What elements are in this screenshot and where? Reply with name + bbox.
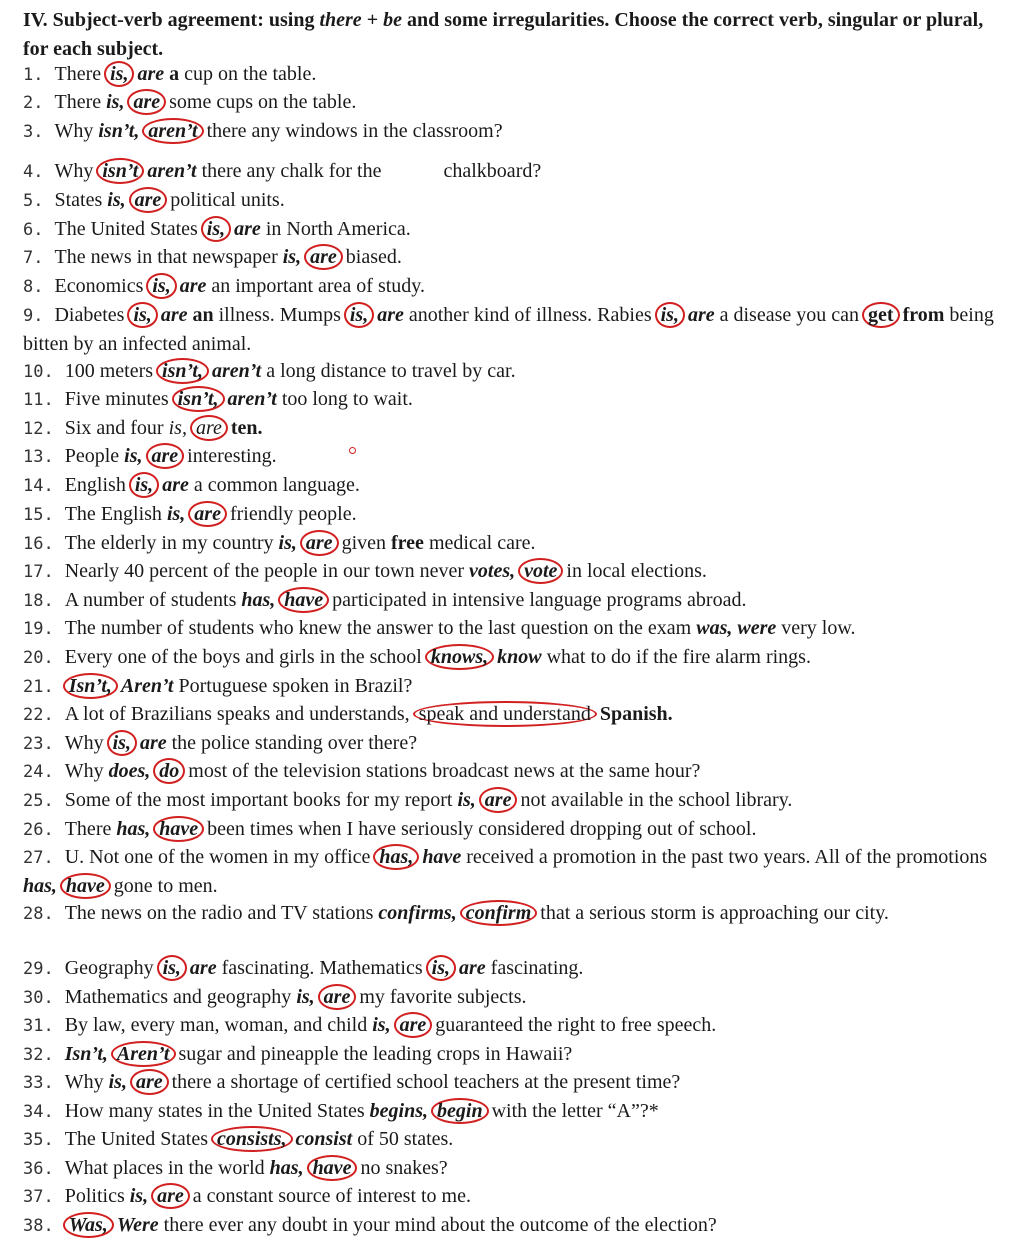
- item-text: fascinating. Mathematics: [216, 957, 428, 979]
- item-text: been times when I have seriously considered dropping out of school.: [202, 818, 757, 840]
- verb-option: are: [458, 957, 486, 979]
- item-text: in North America.: [260, 218, 411, 240]
- verb-option: isn’t,: [98, 120, 140, 142]
- verb-option: is,: [108, 1071, 127, 1093]
- circled-answer: begin: [431, 1098, 489, 1124]
- verb-option: is,: [372, 1014, 391, 1036]
- circled-answer: have: [60, 873, 111, 899]
- item-number: 31.: [23, 1016, 54, 1036]
- item-text: that a serious storm is approaching our city.: [535, 902, 889, 924]
- exercise-item: [23, 414, 1013, 443]
- verb-option: is,: [124, 445, 143, 467]
- item-text: received a promotion in the past two years. All of the promotions: [461, 846, 988, 868]
- item-text: there a shortage of certified school teachers at the present time?: [166, 1071, 681, 1093]
- verb-option: are: [160, 304, 188, 326]
- circled-answer: speak and understand: [413, 701, 597, 727]
- item-number: 28.: [23, 904, 54, 924]
- exercise-item: [23, 500, 1013, 529]
- verb-option: is,: [106, 91, 125, 113]
- circled-answer: is,: [344, 302, 374, 328]
- circled-answer: is,: [655, 302, 685, 328]
- item-text: the police standing over there?: [166, 732, 418, 754]
- verb-option: have: [422, 846, 462, 868]
- item-number: 8.: [23, 277, 44, 297]
- item-text: ten.: [230, 417, 263, 439]
- item-number: 20.: [23, 648, 54, 668]
- exercise-item: [23, 757, 1013, 786]
- item-number: 16.: [23, 534, 54, 554]
- exercise-item: [23, 1097, 1013, 1126]
- exercise-item: [23, 1011, 1013, 1040]
- item-text: given: [336, 532, 391, 554]
- item-text: an: [187, 304, 214, 326]
- item-number: 17.: [23, 562, 54, 582]
- item-text: in local elections.: [561, 560, 707, 582]
- item-text: Six and four: [64, 417, 169, 439]
- item-number: 7.: [23, 248, 44, 268]
- item-number: 9.: [23, 306, 44, 326]
- circled-answer: are: [129, 187, 168, 213]
- circled-answer: are: [146, 443, 185, 469]
- circled-answer: are: [151, 1183, 190, 1209]
- item-number: 34.: [23, 1102, 54, 1122]
- circled-answer: knows,: [425, 644, 494, 670]
- item-text: medical care.: [423, 532, 536, 554]
- verb-option: are: [137, 63, 165, 85]
- item-number: 21.: [23, 677, 54, 697]
- item-number: 30.: [23, 988, 54, 1008]
- exercise-item: [23, 272, 1013, 301]
- verb-option: has,: [23, 875, 57, 897]
- verb-option: are: [377, 304, 404, 326]
- item-text: There: [54, 91, 107, 113]
- heading-text-2: +: [361, 9, 384, 31]
- verb-option: Aren’t: [120, 675, 174, 697]
- item-text: a: [164, 63, 180, 85]
- circled-answer: vote: [518, 558, 563, 584]
- exercise-item: [23, 117, 1013, 146]
- circled-answer: have: [153, 816, 204, 842]
- item-text: sugar and pineapple the leading crops in Hawaii?: [173, 1043, 573, 1065]
- item-text: from: [902, 304, 945, 326]
- circled-answer: are: [127, 89, 166, 115]
- item-text: chalkboard?: [443, 160, 542, 182]
- verb-option: is,: [282, 246, 302, 268]
- verb-option: aren’t: [227, 388, 277, 410]
- verb-option: is,: [457, 789, 476, 811]
- item-number: 13.: [23, 447, 54, 467]
- item-text: 100 meters: [64, 360, 159, 382]
- item-text: my favorite subjects.: [354, 986, 527, 1008]
- verb-option: Were: [116, 1214, 159, 1236]
- item-number: 4.: [23, 162, 44, 182]
- verb-option: aren’t: [211, 360, 262, 382]
- item-text: not available in the school library.: [515, 789, 793, 811]
- exercise-item: [23, 786, 1013, 815]
- exercise-item: [23, 983, 1013, 1012]
- item-text: Why: [54, 120, 99, 142]
- verb-option: begins,: [369, 1100, 429, 1122]
- verb-option: was,: [696, 617, 733, 639]
- item-text: most of the television stations broadcast news at the same hour?: [183, 760, 701, 782]
- item-text: The elderly in my country: [64, 532, 279, 554]
- item-text: very low.: [776, 617, 856, 639]
- heading-text-3: and some irregularities. Choose the correct verb, singular or plural, for each subject.: [23, 9, 984, 60]
- item-text: Five minutes: [64, 388, 174, 410]
- circled-answer: is,: [157, 955, 187, 981]
- item-text: there any windows in the classroom?: [201, 120, 503, 142]
- exercise-item: [23, 471, 1013, 500]
- item-number: 15.: [23, 505, 54, 525]
- item-text: Mathematics and geography: [64, 986, 297, 1008]
- exercise-item: [23, 301, 1013, 358]
- circled-answer: are: [188, 501, 227, 527]
- item-text: what to do if the fire alarm rings.: [541, 646, 811, 668]
- item-text: a constant source of interest to me.: [187, 1185, 471, 1207]
- item-text: A lot of Brazilians speaks and understands,: [64, 703, 415, 725]
- exercise-item: [23, 243, 1013, 272]
- item-number: 1.: [23, 65, 44, 85]
- item-text: Economics: [54, 275, 149, 297]
- item-text: biased.: [340, 246, 402, 268]
- item-text: with the letter “A”?*: [486, 1100, 659, 1122]
- circled-answer: confirm: [460, 900, 538, 926]
- exercise-item: [23, 557, 1013, 586]
- circled-answer: is,: [201, 216, 231, 242]
- item-text: friendly people.: [224, 503, 357, 525]
- item-text: another kind of illness. Rabies: [403, 304, 657, 326]
- item-number: 11.: [23, 390, 54, 410]
- circled-answer: are: [300, 530, 339, 556]
- item-text: There: [64, 818, 117, 840]
- item-text: English: [64, 474, 131, 496]
- circled-answer: have: [307, 1155, 358, 1181]
- item-number: 5.: [23, 191, 44, 211]
- exercise-item: [23, 843, 1013, 900]
- heading-text-1: IV. Subject-verb agreement: using: [23, 9, 320, 31]
- item-text: there any chalk for the: [196, 160, 382, 182]
- item-text: Why: [64, 732, 109, 754]
- item-number: 23.: [23, 734, 54, 754]
- verb-option: has,: [269, 1157, 304, 1179]
- circled-answer: consists,: [211, 1126, 292, 1152]
- exercise-item: [23, 1211, 1013, 1240]
- circled-answer: is,: [104, 61, 134, 87]
- verb-option: is,: [278, 532, 297, 554]
- circled-answer: is,: [129, 472, 159, 498]
- circled-answer: are: [479, 787, 518, 813]
- verb-option: does,: [108, 760, 151, 782]
- verb-option: are: [687, 304, 715, 326]
- item-number: 36.: [23, 1159, 54, 1179]
- exercise-item: [23, 672, 1013, 701]
- item-text: participated in intensive language programs abroad.: [327, 589, 747, 611]
- circled-answer: are: [130, 1069, 169, 1095]
- item-number: 6.: [23, 220, 44, 240]
- item-text: The number of students who knew the answer to the last question on the exam: [64, 617, 697, 639]
- item-number: 19.: [23, 619, 54, 639]
- item-text: States: [54, 189, 108, 211]
- exercise-item: [23, 215, 1013, 244]
- exercise-item: [23, 1125, 1013, 1154]
- item-text: Geography: [64, 957, 159, 979]
- verb-option: is,: [296, 986, 315, 1008]
- exercise-item: [23, 157, 1013, 186]
- exercise-item: [23, 60, 1013, 89]
- verb-option: votes,: [469, 560, 516, 582]
- exercise-item: [23, 385, 1013, 414]
- verb-option: Isn’t,: [64, 1043, 108, 1065]
- verb-option: know: [497, 646, 542, 668]
- item-text: an important area of study.: [206, 275, 426, 297]
- item-number: 37.: [23, 1187, 54, 1207]
- exercise-heading: [23, 6, 1013, 64]
- circled-answer: aren’t: [142, 118, 203, 144]
- item-text: being bitten by an infected animal.: [23, 304, 994, 355]
- circled-answer: are: [318, 984, 357, 1010]
- item-text: Politics: [64, 1185, 130, 1207]
- item-text: a long distance to travel by car.: [261, 360, 516, 382]
- item-text: is,: [168, 417, 187, 439]
- circled-answer: get: [862, 302, 900, 328]
- circled-answer: do: [153, 758, 185, 784]
- item-text: Diabetes: [54, 304, 130, 326]
- verb-option: has,: [241, 589, 276, 611]
- circled-answer: are: [304, 244, 343, 270]
- verb-option: aren’t: [147, 160, 197, 182]
- exercise-item: [23, 442, 1013, 471]
- item-text: Why: [64, 1071, 109, 1093]
- item-text: there ever any doubt in your mind about the outcome of the election?: [158, 1214, 717, 1236]
- exercise-item: [23, 186, 1013, 215]
- circled-answer: isn’t: [96, 158, 144, 184]
- item-text: By law, every man, woman, and child: [64, 1014, 373, 1036]
- exercise-item: [23, 88, 1013, 117]
- item-text: Every one of the boys and girls in the school: [64, 646, 427, 668]
- circled-answer: are: [394, 1012, 433, 1038]
- item-text: People: [64, 445, 125, 467]
- exercise-item: [23, 729, 1013, 758]
- item-text: no snakes?: [355, 1157, 448, 1179]
- heading-word-be: be: [383, 9, 402, 31]
- circled-answer: have: [278, 587, 329, 613]
- exercise-item: [23, 1040, 1013, 1069]
- item-number: 26.: [23, 820, 54, 840]
- item-text: A number of students: [64, 589, 242, 611]
- item-text: a common language.: [188, 474, 360, 496]
- item-text: The news in that newspaper: [54, 246, 283, 268]
- exercise-item: [23, 815, 1013, 844]
- exercise-item: [23, 954, 1013, 983]
- verb-option: is,: [166, 503, 186, 525]
- item-text: Spanish.: [599, 703, 673, 725]
- circled-answer: is,: [127, 302, 157, 328]
- item-text: Portuguese spoken in Brazil?: [173, 675, 413, 697]
- exercise-item: [23, 643, 1013, 672]
- verb-option: are: [162, 474, 189, 496]
- item-text: fascinating.: [485, 957, 584, 979]
- item-text: illness. Mumps: [213, 304, 346, 326]
- item-number: 33.: [23, 1073, 54, 1093]
- item-number: 38.: [23, 1216, 54, 1236]
- exercise-item: [23, 586, 1013, 615]
- exercise-item: [23, 899, 1013, 928]
- verb-option: consist: [295, 1128, 353, 1150]
- exercise-item: [23, 614, 1013, 643]
- item-text: gone to men.: [108, 875, 218, 897]
- item-text: free: [391, 532, 424, 554]
- verb-option: are: [189, 957, 217, 979]
- item-text: of 50 states.: [352, 1128, 454, 1150]
- item-number: 32.: [23, 1045, 54, 1065]
- item-number: 27.: [23, 848, 54, 868]
- exercise-item: [23, 1182, 1013, 1211]
- item-number: 14.: [23, 476, 54, 496]
- exercise-item: [23, 700, 1013, 729]
- item-number: 12.: [23, 419, 54, 439]
- item-text: interesting.: [182, 445, 277, 467]
- verb-option: confirms,: [378, 902, 457, 924]
- item-text: Some of the most important books for my report: [64, 789, 458, 811]
- item-number: 2.: [23, 93, 44, 113]
- item-text: How many states in the United States: [64, 1100, 370, 1122]
- item-text: some cups on the table.: [164, 91, 357, 113]
- item-text: guaranteed the right to free speech.: [430, 1014, 717, 1036]
- item-text: too long to wait.: [276, 388, 413, 410]
- item-text: U. Not one of the women in my office: [64, 846, 376, 868]
- item-number: 18.: [23, 591, 54, 611]
- item-number: 3.: [23, 122, 44, 142]
- item-number: 10.: [23, 362, 54, 382]
- circled-answer: isn’t,: [172, 386, 225, 412]
- exercise-item: [23, 1068, 1013, 1097]
- item-number: 22.: [23, 705, 54, 725]
- verb-option: has,: [116, 818, 151, 840]
- circled-answer: has,: [373, 844, 419, 870]
- item-text: Why: [54, 160, 99, 182]
- item-text: The news on the radio and TV stations: [64, 902, 379, 924]
- circled-answer: is,: [426, 955, 456, 981]
- item-text: a disease you can: [714, 304, 865, 326]
- verb-option: are: [139, 732, 167, 754]
- verb-option: is,: [129, 1185, 149, 1207]
- stray-mark: [349, 447, 356, 454]
- circled-answer: is,: [146, 273, 176, 299]
- verb-option: are: [179, 275, 207, 297]
- item-text: political units.: [165, 189, 285, 211]
- item-number: 29.: [23, 959, 54, 979]
- verb-option: is,: [107, 189, 126, 211]
- item-text: What places in the world: [64, 1157, 270, 1179]
- item-number: 35.: [23, 1130, 54, 1150]
- item-text: Nearly 40 percent of the people in our town never: [64, 560, 470, 582]
- item-text: cup on the table.: [179, 63, 317, 85]
- item-number: 24.: [23, 762, 54, 782]
- heading-word-there: there: [319, 9, 362, 31]
- item-text: There: [54, 63, 107, 85]
- circled-answer: are: [190, 415, 228, 441]
- circled-answer: Isn’t,: [63, 673, 118, 699]
- exercise-item: [23, 1154, 1013, 1183]
- circled-answer: isn’t,: [156, 358, 209, 384]
- item-text: The United States: [64, 1128, 214, 1150]
- circled-answer: Aren’t: [111, 1041, 176, 1067]
- item-text: Why: [64, 760, 109, 782]
- verb-option: are: [234, 218, 261, 240]
- item-number: 25.: [23, 791, 54, 811]
- circled-answer: is,: [107, 730, 137, 756]
- exercise-item: [23, 529, 1013, 558]
- item-text: The English: [64, 503, 167, 525]
- circled-answer: Was,: [63, 1212, 114, 1238]
- item-text: The United States: [54, 218, 203, 240]
- verb-option: were: [737, 617, 777, 639]
- exercise-item: [23, 357, 1013, 386]
